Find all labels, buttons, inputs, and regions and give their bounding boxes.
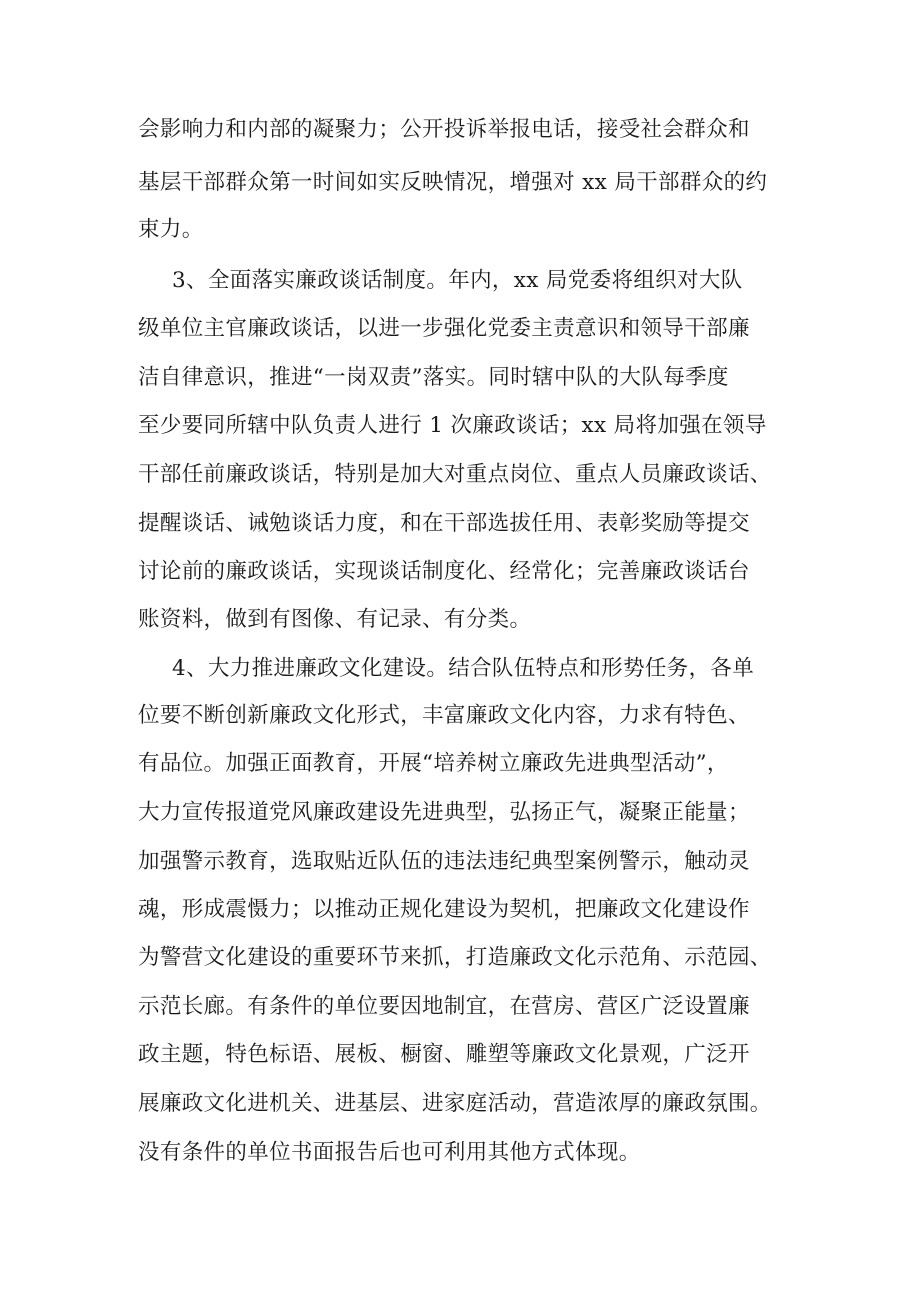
- text-line: 3、全面落实廉政谈话制度。年内，xx 局党委将组织对大队: [172, 268, 743, 293]
- text-line: 为警营文化建设的重要环节来抓，打造廉政文化示范角、示范园、: [138, 945, 772, 970]
- text-line: 束力。: [138, 217, 204, 242]
- text-line: 账资料，做到有图像、有记录、有分类。: [138, 607, 532, 632]
- text-line: 位要不断创新廉政文化形式，丰富廉政文化内容，力求有特色、: [138, 703, 750, 728]
- text-line: 级单位主官廉政谈话，以进一步强化党委主责意识和领导干部廉: [138, 316, 750, 341]
- text-line: 基层干部群众第一时间如实反映情况，增强对 xx 局干部群众的约: [138, 170, 768, 195]
- text-line: 干部任前廉政谈话，特别是加大对重点岗位、重点人员廉政谈话、: [138, 462, 772, 487]
- text-line: 没有条件的单位书面报告后也可利用其他方式体现。: [138, 1140, 641, 1165]
- text-line: 至少要同所辖中队负责人进行 1 次廉政谈话；xx 局将加强在领导: [138, 413, 767, 438]
- text-line: 有品位。加强正面教育，开展“培养树立廉政先进典型活动”，: [138, 751, 729, 776]
- text-line: 示范长廊。有条件的单位要因地制宜，在营房、营区广泛设置廉: [138, 994, 750, 1019]
- text-line: 4、大力推进廉政文化建设。结合队伍特点和形势任务，各单: [172, 656, 755, 681]
- text-line: 会影响力和内部的凝聚力；公开投诉举报电话，接受社会群众和: [138, 117, 750, 142]
- text-line: 洁自律意识，推进“一岗双责”落实。同时辖中队的大队每季度: [138, 365, 729, 390]
- text-line: 讨论前的廉政谈话，实现谈话制度化、经常化；完善廉政谈话台: [138, 559, 750, 584]
- text-line: 提醒谈话、诫勉谈话力度，和在干部选拔任用、表彰奖励等提交: [138, 511, 750, 536]
- text-line: 加强警示教育，选取贴近队伍的违法违纪典型案例警示，触动灵: [138, 849, 750, 874]
- text-line: 魂，形成震慑力；以推动正规化建设为契机，把廉政文化建设作: [138, 897, 750, 922]
- text-line: 大力宣传报道党风廉政建设先进典型，弘扬正气，凝聚正能量；: [138, 800, 750, 825]
- text-line: 展廉政文化进机关、进基层、进家庭活动，营造浓厚的廉政氛围。: [138, 1091, 772, 1116]
- text-line: 政主题，特色标语、展板、橱窗、雕塑等廉政文化景观，广泛开: [138, 1042, 750, 1067]
